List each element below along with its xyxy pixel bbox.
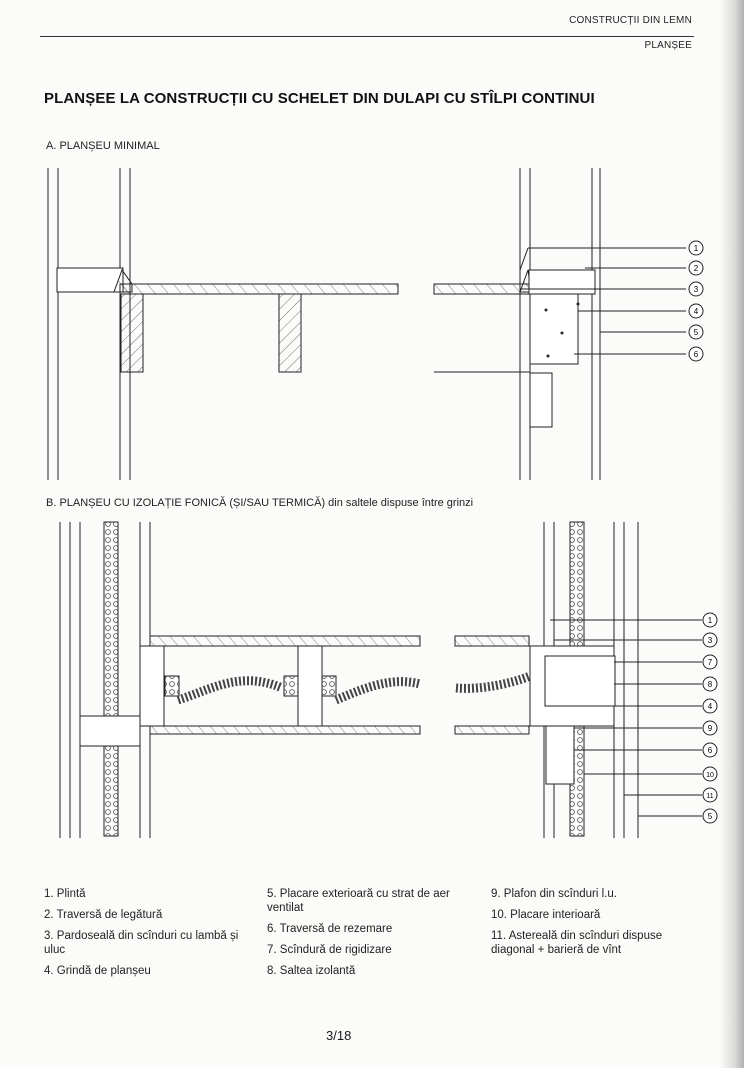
- callout-b-7: 7: [707, 658, 713, 667]
- beam-b-1: [140, 646, 164, 726]
- page-number: 3/18: [326, 1028, 352, 1043]
- legend-item: 6. Traversă de rezemare: [267, 923, 393, 935]
- beam-2: [279, 294, 301, 372]
- floor-boards-b-left: [150, 636, 420, 646]
- legend-col-1: [44, 887, 248, 978]
- callout-b-5: 5: [707, 812, 713, 821]
- legend-item: 10. Placare interioară: [491, 909, 601, 921]
- callout-a-3: 3: [693, 285, 699, 294]
- legend-item: 5. Placare exterioară cu strat de aer ventilat: [267, 888, 450, 914]
- page-title: PLANȘEE LA CONSTRUCȚII CU SCHELET DIN DULAPI CU STÎLPI CONTINUI: [44, 90, 595, 107]
- rest-traverse-b: [546, 726, 574, 784]
- callout-a-5: 5: [693, 328, 699, 337]
- section-b-drawing: [0, 518, 720, 840]
- section-b-caption: B. PLANȘEU CU IZOLAȚIE FONICĂ (ȘI/SAU TERMICĂ) din saltele dispuse între grinzi: [46, 497, 474, 509]
- insulation-blanket: [178, 681, 282, 700]
- callout-a-4: 4: [693, 307, 699, 316]
- section-a-callouts: [689, 241, 703, 361]
- wall-insulation-left: [104, 522, 118, 836]
- legend-item: 7. Scîndură de rigidizare: [267, 944, 392, 956]
- ceiling-boards-b-left: [150, 726, 420, 734]
- beam-section: [530, 294, 578, 364]
- header-chapter: CONSTRUCȚII DIN LEMN: [569, 15, 692, 26]
- callout-b-4: 4: [707, 702, 713, 711]
- page-edge-shadow: [720, 0, 744, 1068]
- callout-a-1: 1: [693, 244, 699, 253]
- legend-col-3: [491, 887, 693, 957]
- floor-boards-left: [120, 284, 398, 294]
- callout-b-9: 9: [707, 724, 713, 733]
- callout-b-11: 11: [706, 793, 714, 800]
- callout-b-1: 1: [707, 616, 713, 625]
- legend-item: 2. Traversă de legătură: [44, 909, 163, 921]
- legend-item: 4. Grindă de planșeu: [44, 965, 151, 977]
- section-b-callouts: [703, 613, 717, 823]
- legend-item: 1. Plintă: [44, 888, 86, 900]
- section-a-caption: A. PLANȘEU MINIMAL: [46, 140, 160, 152]
- rest-traverse: [530, 373, 552, 427]
- legend-item: 9. Plafon din scînduri l.u.: [491, 888, 617, 900]
- legend-item: 3. Pardoseală din scînduri cu lambă și uluc: [44, 930, 239, 956]
- callout-b-10: 10: [706, 772, 714, 779]
- plinth-left: [57, 268, 123, 292]
- plinth-right: [529, 270, 595, 294]
- callout-b-6: 6: [707, 746, 713, 755]
- header-rule: [40, 36, 694, 37]
- beam-1: [121, 294, 143, 372]
- callout-b-3: 3: [707, 636, 713, 645]
- beam-b-2: [298, 646, 322, 726]
- callout-b-8: 8: [707, 680, 713, 689]
- floor-boards-right: [434, 284, 530, 294]
- legend-item: 8. Saltea izolantă: [267, 965, 356, 977]
- callout-a-6: 6: [693, 350, 699, 359]
- legend-item: 11. Astereală din scînduri dispuse diagonal + barieră de vînt: [491, 930, 663, 956]
- header-subchapter: PLANȘEE: [644, 40, 692, 51]
- legend-col-2: [267, 887, 475, 978]
- callout-a-2: 2: [693, 264, 699, 273]
- section-a-drawing: [0, 160, 720, 485]
